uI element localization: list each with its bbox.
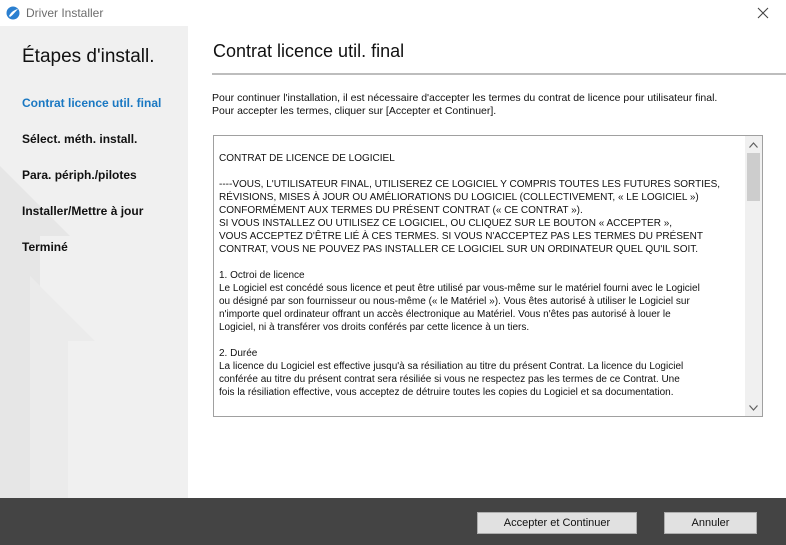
accept-continue-button[interactable]: Accepter et Continuer [477,512,637,534]
cancel-button[interactable]: Annuler [664,512,757,534]
license-section-grant: 1. Octroi de licence Le Logiciel est concédé sous licence et peut être utilisé par vous-même sur le matériel fourni avec le Logiciel ou désigné par son fournisseur ou nous-même (« le Matériel »). Vous êtes autorisé à utiliser le Logiciel sur n'importe quel ordinateur offrant un accès électronique au Matériel. Vous n'êtes pas autorisé à louer le Logiciel, ni à transférer vos droits conférés par cette licence à un tiers. [219,270,700,333]
chevron-up-icon [749,142,758,148]
sidebar-heading: Étapes d'install. [22,46,155,67]
license-heading: CONTRAT DE LICENCE DE LOGICIEL [219,153,395,164]
license-paragraph-1: ----VOUS, L'UTILISATEUR FINAL, UTILISEREZ CE LOGICIEL Y COMPRIS TOUTES LES FUTURES SORTIES, RÉVISIONS, MISES À JOUR OU AMÉLIORATIONS DU LOGICIEL (COLLECTIVEMENT, « LE LOGICIEL ») CONFORMÉMENT AUX TERMES DU PRÉSENT CONTRAT (« CE CONTRAT »). SI VOUS INSTALLEZ OU UTILISEZ CE LOGICIEL, OU CLIQUEZ SUR LE BOUTON « ACCEPTER », VOUS ACCEPTEZ D'ÊTRE LIÉ À CES TERMES. SI VOUS N'ACCEPTEZ PAS LES TERMES DU PRÉSENT CONTRAT, VOUS NE POUVEZ PAS INSTALLER CE LOGICIEL SUR UN ORDINATEUR QUEL QU'IL SOIT. [219,179,721,255]
step-install-update: Installer/Mettre à jour [22,204,144,218]
page-title: Contrat licence util. final [213,41,405,61]
title-divider [212,73,786,75]
license-section-term: 2. Durée La licence du Logiciel est effective jusqu'à sa résiliation au titre du présent Contrat. La licence du Logiciel conférée au titre du présent contrat sera résiliée si vous ne respectez pas les termes de ce Contrat. Une fois la résiliation effective, vous acceptez de détruire toutes les copies du Logiciel et sa documentation. [219,348,684,398]
step-device-driver-settings: Para. périph./pilotes [22,168,137,182]
main-panel [188,26,786,498]
footer-bar [0,498,786,545]
scroll-thumb[interactable] [747,153,760,201]
step-finished: Terminé [22,240,68,254]
title-bar [0,0,786,26]
step-license-agreement: Contrat licence util. final [22,96,162,110]
intro-line-1: Pour continuer l'installation, il est nécessaire d'accepter les termes du contrat de licence pour utilisateur final. [212,92,718,104]
close-icon [757,7,769,19]
license-scrollbar[interactable] [745,136,762,416]
chevron-down-icon [749,405,758,411]
steps-sidebar [0,26,188,498]
close-button[interactable] [740,0,786,26]
steps-list [22,96,161,276]
step-select-install-method: Sélect. méth. install. [22,132,138,146]
intro-text [212,92,772,118]
window-title: Driver Installer [26,6,104,20]
license-textbox[interactable] [213,135,763,417]
driver-installer-logo-icon [6,6,20,20]
scroll-up-button[interactable] [745,136,762,153]
scroll-down-button[interactable] [745,399,762,416]
license-text [219,152,741,412]
intro-line-2: Pour accepter les termes, cliquer sur [Accepter et Continuer]. [212,105,497,117]
